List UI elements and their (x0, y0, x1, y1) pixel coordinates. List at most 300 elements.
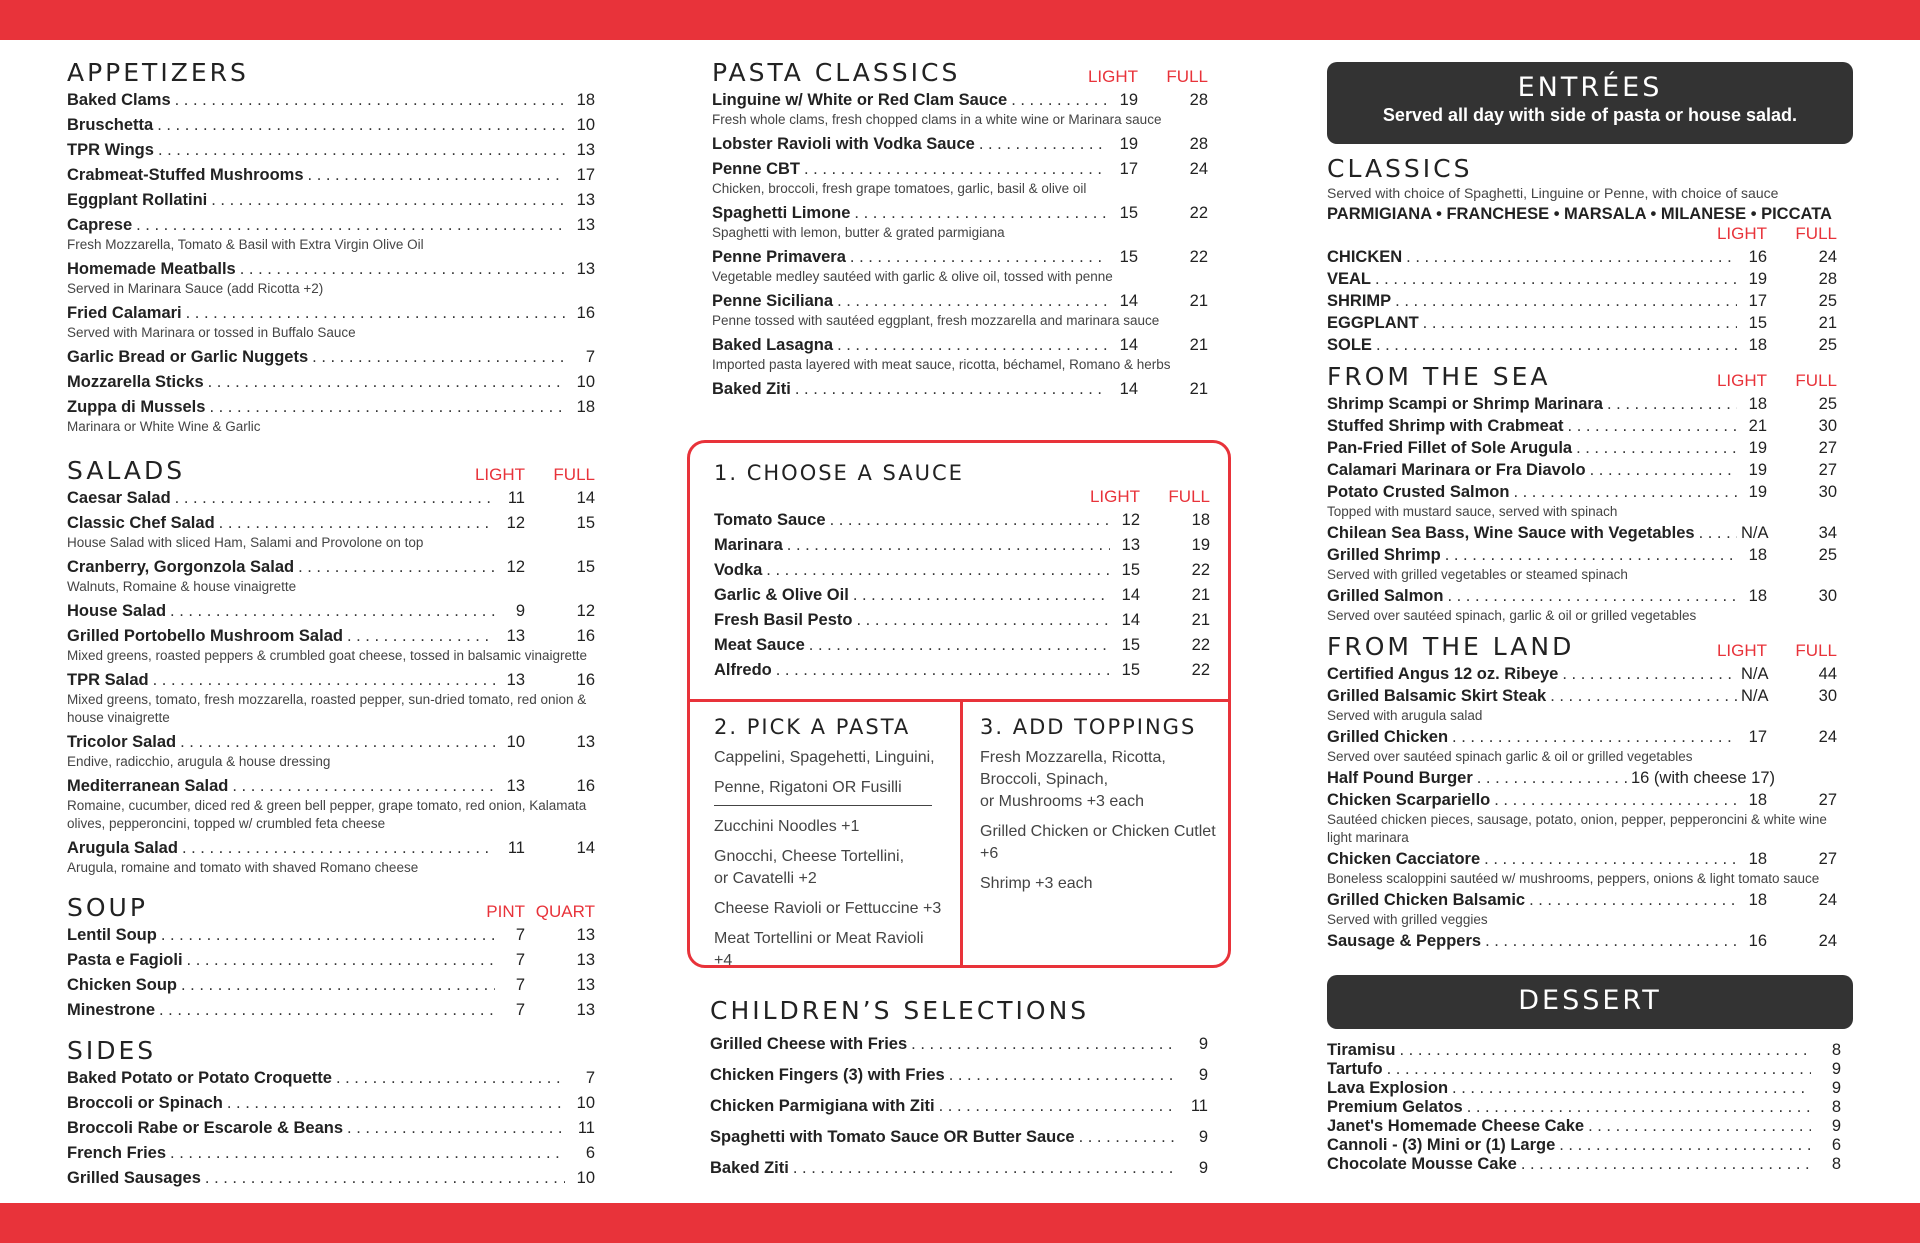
menu-item (67, 489, 595, 508)
menu-item-row (1327, 587, 1837, 606)
menu-item-row (710, 1128, 1208, 1147)
menu-item-name: Cranberry, Gorgonzola Salad (67, 558, 295, 576)
menu-item (67, 260, 595, 298)
menu-item-price-full: 13 (576, 926, 595, 944)
menu-item-price-light: 13 (506, 671, 525, 689)
menu-item-row (712, 380, 1208, 399)
menu-item-price-light: 15 (1748, 314, 1767, 332)
menu-item-name: Tiramisu (1327, 1041, 1396, 1059)
menu-item-name: Classic Chef Salad (67, 514, 215, 532)
menu-item-price-light: 12 (1121, 511, 1140, 529)
dessert-title: DESSERT (1518, 985, 1662, 1016)
menu-item-name: Chicken Parmigiana with Ziti (710, 1097, 935, 1115)
menu-item-description: Served over sautéed spinach, garlic & oil or grilled vegetables (1327, 608, 1697, 623)
menu-item-price-full: 21 (1191, 611, 1210, 629)
menu-item-price-light: 12 (506, 514, 525, 532)
menu-item-price-light: 15 (1121, 561, 1140, 579)
menu-item-name: Eggplant Rollatini (67, 191, 208, 209)
menu-item-name: Lava Explosion (1327, 1079, 1449, 1097)
menu-item-row (67, 1069, 595, 1088)
menu-item (1327, 687, 1837, 725)
menu-item-price-full: 22 (1191, 561, 1210, 579)
menu-item (67, 976, 595, 995)
menu-item-name: Bruschetta (67, 116, 154, 134)
menu-item (1327, 546, 1837, 584)
menu-item (67, 216, 595, 254)
menu-item (1327, 270, 1837, 289)
sea-list (1327, 395, 1837, 625)
sea-full-label: FULL (1795, 371, 1837, 390)
menu-item-price-light: 19 (1748, 461, 1767, 479)
menu-item-name: Premium Gelatos (1327, 1098, 1463, 1116)
menu-item-name: Grilled Chicken (1327, 728, 1449, 746)
menu-item (67, 116, 595, 135)
menu-item (1327, 791, 1837, 847)
dot-leader (795, 380, 1108, 399)
dot-leader (312, 348, 565, 367)
dot-leader (830, 511, 1110, 530)
appetizers-list (67, 91, 595, 436)
menu-item-name: Penne Siciliana (712, 292, 834, 310)
menu-item-price-full: 21 (1189, 380, 1208, 398)
dot-leader (1699, 524, 1737, 543)
menu-item-row (67, 1001, 595, 1020)
land-list (1327, 665, 1837, 951)
menu-item-row (1327, 248, 1837, 267)
dot-leader (837, 292, 1108, 311)
menu-item-row (67, 1169, 595, 1188)
menu-item-price-full: 30 (1818, 417, 1837, 435)
menu-item (714, 511, 1210, 530)
menu-item-price: 13 (576, 216, 595, 234)
menu-item-name: Fresh Basil Pesto (714, 611, 853, 629)
sea-header (1327, 362, 1837, 391)
dot-leader (809, 636, 1110, 655)
dot-leader (1445, 546, 1737, 565)
menu-item-row (1327, 1117, 1841, 1136)
menu-item (1327, 524, 1837, 543)
menu-item (67, 373, 595, 392)
menu-item (712, 248, 1208, 286)
menu-item (67, 166, 595, 185)
menu-item-price-full: 30 (1818, 483, 1837, 501)
dot-leader (1467, 1098, 1811, 1117)
menu-item-price-light: 16 (with cheese 17) (1631, 769, 1775, 787)
menu-item-row (710, 1035, 1208, 1054)
menu-item-row (1327, 728, 1837, 747)
menu-item-price: 9 (1831, 1079, 1841, 1097)
menu-item-price-light: 21 (1748, 417, 1767, 435)
menu-item-price-full: 24 (1818, 248, 1837, 266)
menu-item-price-full: 16 (576, 777, 595, 795)
menu-item-price-light: 16 (1748, 248, 1767, 266)
topping-option: Grilled Chicken or Chicken Cutlet +6 (980, 823, 1216, 862)
menu-item-name: Meat Sauce (714, 636, 805, 654)
dot-leader (1375, 270, 1737, 289)
menu-item-price-full: 44 (1818, 665, 1837, 683)
menu-item-price-full: 13 (576, 976, 595, 994)
menu-item-name: Minestrone (67, 1001, 156, 1019)
pasta-option: Meat Tortellini or Meat Ravioli +4 (714, 930, 924, 969)
menu-item-row (67, 91, 595, 110)
dot-leader (1484, 850, 1737, 869)
dot-leader (1079, 1128, 1178, 1147)
menu-item-name: Pan-Fried Fillet of Sole Arugula (1327, 439, 1573, 457)
menu-item-price-light: 11 (507, 839, 525, 857)
menu-item-row (67, 191, 595, 210)
dot-leader (209, 398, 565, 417)
menu-item-row (714, 586, 1210, 605)
menu-item-row (67, 602, 595, 621)
menu-item-name: Tomato Sauce (714, 511, 826, 529)
menu-item-name: Cannoli - (3) Mini or (1) Large (1327, 1136, 1556, 1154)
menu-item (1327, 1155, 1841, 1174)
menu-item-name: Stuffed Shrimp with Crabmeat (1327, 417, 1564, 435)
dot-leader (1568, 417, 1737, 436)
menu-item-price-full: 30 (1818, 587, 1837, 605)
dot-leader (157, 116, 565, 135)
dot-leader (1513, 483, 1737, 502)
menu-item-row (67, 216, 595, 235)
menu-item-name: Chicken Cacciatore (1327, 850, 1481, 868)
menu-item (67, 627, 595, 665)
menu-item-name: Grilled Chicken Balsamic (1327, 891, 1526, 909)
menu-item (714, 561, 1210, 580)
menu-item-row (1327, 891, 1837, 910)
menu-item-row (67, 166, 595, 185)
dot-leader (853, 586, 1110, 605)
salads-light-label: LIGHT (474, 465, 525, 484)
soup-list (67, 926, 595, 1020)
menu-item-row (712, 91, 1208, 110)
menu-item-price: 10 (576, 1094, 595, 1112)
menu-item-row (1327, 687, 1837, 706)
dot-leader (766, 561, 1110, 580)
menu-item-price: 18 (576, 398, 595, 416)
menu-item-price-light: 12 (506, 558, 525, 576)
menu-item-description: Served with grilled vegetables or steamed spinach (1327, 567, 1628, 582)
menu-item-name: Baked Ziti (710, 1159, 789, 1177)
add-toppings-title: 3. ADD TOPPINGS (980, 715, 1197, 739)
menu-item-name: Grilled Portobello Mushroom Salad (67, 627, 343, 645)
sea-title: FROM THE SEA (1327, 362, 1551, 391)
menu-item-price-full: 19 (1191, 536, 1210, 554)
menu-item-price-light: 13 (506, 627, 525, 645)
menu-item (710, 1097, 1208, 1116)
menu-item-price-full: 27 (1818, 461, 1837, 479)
menu-item-row (712, 135, 1208, 154)
menu-item-row (1327, 483, 1837, 502)
menu-item-description: Fresh whole clams, fresh chopped clams in a white wine or Marinara sauce (712, 112, 1162, 127)
menu-item-row (714, 661, 1210, 680)
dot-leader (161, 926, 495, 945)
menu-item-name: Vodka (714, 561, 763, 579)
menu-item-name: Spaghetti with Tomato Sauce OR Butter Sauce (710, 1128, 1075, 1146)
menu-item-row (1327, 546, 1837, 565)
sauce-light-label: LIGHT (1089, 487, 1140, 506)
menu-item-row (67, 373, 595, 392)
menu-item (712, 336, 1208, 374)
sauce-list (714, 511, 1210, 680)
menu-item-name: French Fries (67, 1144, 167, 1162)
menu-item (712, 135, 1208, 154)
menu-item-row (67, 260, 595, 279)
classics-light-label: LIGHT (1716, 224, 1767, 243)
dot-leader (850, 248, 1108, 267)
menu-item-price-light: 15 (1119, 248, 1138, 266)
dot-leader (1387, 1060, 1811, 1079)
menu-item-row (1327, 1098, 1841, 1117)
menu-item-description: Served with grilled veggies (1327, 912, 1488, 927)
menu-item-description: Romaine, cucumber, diced red & green bell pepper, grape tomato, red onion, Kalamata olives, pepperoncini, topped w/ crumbled feta cheese (67, 798, 587, 831)
menu-item-name: Potato Crusted Salmon (1327, 483, 1510, 501)
appetizers-header (67, 58, 595, 87)
menu-item-description: Served over sautéed spinach garlic & oil or grilled vegetables (1327, 749, 1693, 764)
menu-item (1327, 1136, 1841, 1155)
menu-item-price-light: 17 (1748, 292, 1767, 310)
menu-item-price-light: 17 (1748, 728, 1767, 746)
dot-leader (158, 141, 565, 160)
menu-item-row (67, 733, 595, 752)
menu-item-price-light: 17 (1119, 160, 1138, 178)
dot-leader (856, 611, 1110, 630)
menu-item-price-light: 19 (1119, 91, 1138, 109)
menu-item-name: Penne CBT (712, 160, 801, 178)
menu-item-row (67, 489, 595, 508)
menu-item-price-full: 15 (576, 514, 595, 532)
dot-leader (136, 216, 565, 235)
menu-item-name: Marinara (714, 536, 783, 554)
menu-item (67, 91, 595, 110)
topping-option: Fresh Mozzarella, Ricotta, Broccoli, Spinach, or Mushrooms +3 each (980, 749, 1166, 810)
salads-header (67, 456, 595, 485)
menu-item (67, 304, 595, 342)
pasta-full-label: FULL (1166, 67, 1208, 86)
menu-item-row (710, 1097, 1208, 1116)
menu-item-price: 9 (1198, 1159, 1208, 1177)
menu-item-row (1327, 524, 1837, 543)
menu-item (1327, 1098, 1841, 1117)
menu-item-price: 6 (1831, 1136, 1841, 1154)
pasta-classics-header (712, 58, 1208, 87)
pasta-classics-list (712, 91, 1208, 399)
menu-item-price-light: 15 (1119, 204, 1138, 222)
dot-leader (854, 204, 1108, 223)
menu-item-price-full: 24 (1818, 891, 1837, 909)
menu-item-name: Garlic Bread or Garlic Nuggets (67, 348, 309, 366)
menu-item-row (67, 141, 595, 160)
menu-item-row (1327, 1060, 1841, 1079)
menu-item-price-light: 19 (1748, 439, 1767, 457)
menu-item-name: Caesar Salad (67, 489, 171, 507)
menu-item-price: 17 (576, 166, 595, 184)
menu-item-price: 8 (1831, 1041, 1841, 1059)
menu-item-name: Janet's Homemade Cheese Cake (1327, 1117, 1585, 1135)
dot-leader (186, 304, 565, 323)
menu-item-price-full: 28 (1818, 270, 1837, 288)
menu-item-name: Pasta e Fagioli (67, 951, 183, 969)
menu-item (714, 611, 1210, 630)
menu-item-name: Linguine w/ White or Red Clam Sauce (712, 91, 1008, 109)
menu-item-row (1327, 439, 1837, 458)
dot-leader (187, 951, 495, 970)
dot-leader (1588, 1117, 1811, 1136)
menu-item-row (67, 398, 595, 417)
menu-item-price-full: 16 (576, 671, 595, 689)
menu-item-row (1327, 791, 1837, 810)
sides-header (67, 1036, 595, 1065)
menu-item-name: Arugula Salad (67, 839, 178, 857)
sides-title: SIDES (67, 1036, 157, 1065)
menu-item-price-light: 14 (1121, 611, 1140, 629)
menu-item-price-full: 13 (576, 951, 595, 969)
choose-sauce-section (714, 461, 1210, 686)
menu-item-name: Chicken Soup (67, 976, 178, 994)
menu-item (1327, 292, 1837, 311)
bottom-band (0, 1203, 1920, 1243)
menu-item (67, 514, 595, 552)
menu-item (712, 292, 1208, 330)
menu-item (67, 839, 595, 877)
menu-item-row (67, 926, 595, 945)
menu-item-row (714, 561, 1210, 580)
salads-title: SALADS (67, 456, 186, 485)
dot-leader (949, 1066, 1178, 1085)
menu-item-price-full: 28 (1189, 135, 1208, 153)
menu-item-price-light: 11 (507, 489, 525, 507)
dot-leader (219, 514, 495, 533)
menu-item-row (1327, 665, 1837, 684)
column-right (1327, 40, 1853, 954)
classics-title: CLASSICS (1327, 154, 1473, 183)
menu-item-price-light: 18 (1748, 791, 1767, 809)
menu-item-price: 9 (1198, 1035, 1208, 1053)
menu-item-description: Spaghetti with lemon, butter & grated parmigiana (712, 225, 1005, 240)
land-light-label: LIGHT (1716, 641, 1767, 660)
salads-list (67, 489, 595, 877)
menu-item-name: Broccoli Rabe or Escarole & Beans (67, 1119, 344, 1137)
menu-item-price-light: 15 (1121, 661, 1140, 679)
menu-item-row (1327, 850, 1837, 869)
menu-item-name: Lentil Soup (67, 926, 157, 944)
dot-leader (347, 1119, 565, 1138)
menu-item (714, 536, 1210, 555)
dot-leader (182, 839, 495, 858)
dot-leader (347, 627, 495, 646)
column-middle (712, 40, 1208, 405)
menu-item-price-full: 13 (576, 1001, 595, 1019)
menu-item-name: Sausage & Peppers (1327, 932, 1482, 950)
classics-price-header (1327, 224, 1837, 244)
menu-item-price-full: 14 (576, 839, 595, 857)
menu-item-price-full: 25 (1818, 546, 1837, 564)
menu-item-name: Spaghetti Limone (712, 204, 851, 222)
menu-item (67, 558, 595, 596)
dot-leader (205, 1169, 565, 1188)
menu-item (1327, 248, 1837, 267)
dot-leader (240, 260, 565, 279)
dot-leader (181, 976, 495, 995)
dot-leader (308, 166, 565, 185)
menu-item-name: Zuppa di Mussels (67, 398, 206, 416)
menu-item-name: Grilled Sausages (67, 1169, 201, 1187)
menu-item-price-light: 7 (515, 926, 525, 944)
sides-list (67, 1069, 595, 1188)
menu-item (67, 1069, 595, 1088)
menu-item-row (712, 204, 1208, 223)
menu-item-row (67, 558, 595, 577)
menu-item (67, 191, 595, 210)
menu-item-description: House Salad with sliced Ham, Salami and Provolone on top (67, 535, 424, 550)
dot-leader (1452, 1079, 1811, 1098)
pasta-option: Gnocchi, Cheese Tortellini, or Cavatelli +2 (714, 848, 905, 887)
menu-item (67, 1094, 595, 1113)
menu-item-name: Baked Lasagna (712, 336, 834, 354)
dot-leader (1562, 665, 1737, 684)
menu-item-price: 8 (1831, 1098, 1841, 1116)
menu-item-price-full: 21 (1189, 336, 1208, 354)
menu-item-row (67, 839, 595, 858)
dot-leader (1376, 336, 1737, 355)
menu-item-price-full: 15 (576, 558, 595, 576)
menu-item (67, 671, 595, 727)
menu-item-description: Sautéed chicken pieces, sausage, potato, onion, pepper, pepperoncini & white wine light marinara (1327, 812, 1827, 845)
menu-item-row (67, 514, 595, 533)
menu-item (1327, 1060, 1841, 1079)
dot-leader (1550, 687, 1737, 706)
dot-leader (1485, 932, 1737, 951)
menu-item-name: Grilled Salmon (1327, 587, 1444, 605)
menu-item-row (1327, 932, 1837, 951)
menu-item (1327, 1079, 1841, 1098)
menu-item-row (714, 511, 1210, 530)
dot-leader (153, 671, 495, 690)
menu-item-row (1327, 769, 1837, 788)
dessert-section (1327, 975, 1853, 1174)
menu-item-name: VEAL (1327, 270, 1372, 288)
menu-item-name: CHICKEN (1327, 248, 1403, 266)
menu-item (714, 586, 1210, 605)
menu-item-price-full: 22 (1191, 661, 1210, 679)
menu-item-row (710, 1159, 1208, 1178)
menu-item-row (712, 336, 1208, 355)
menu-item-price-full: 24 (1818, 728, 1837, 746)
menu-item-description: Mixed greens, tomato, fresh mozzarella, roasted pepper, sun-dried tomato, red onion & house vinaigrette (67, 692, 587, 725)
menu-item-name: Alfredo (714, 661, 772, 679)
menu-item-name: Half Pound Burger (1327, 769, 1473, 787)
menu-item-price-full: 16 (576, 627, 595, 645)
box-divider-vertical (960, 699, 963, 965)
dot-leader (175, 489, 495, 508)
menu-item-row (67, 627, 595, 646)
dot-leader (1011, 91, 1108, 110)
menu-item-row (67, 1119, 595, 1138)
menu-item-row (67, 777, 595, 796)
menu-item (714, 661, 1210, 680)
dot-leader (793, 1159, 1178, 1178)
pasta-options-divider (714, 805, 932, 806)
menu-item-price-full: 24 (1818, 932, 1837, 950)
land-full-label: FULL (1795, 641, 1837, 660)
menu-item (1327, 395, 1837, 414)
dot-leader (787, 536, 1110, 555)
menu-item-price: 13 (576, 141, 595, 159)
dot-leader (232, 777, 495, 796)
menu-item-name: Fried Calamari (67, 304, 182, 322)
dot-leader (1477, 769, 1627, 788)
dot-leader (170, 602, 495, 621)
menu-item-price-light: 13 (506, 777, 525, 795)
